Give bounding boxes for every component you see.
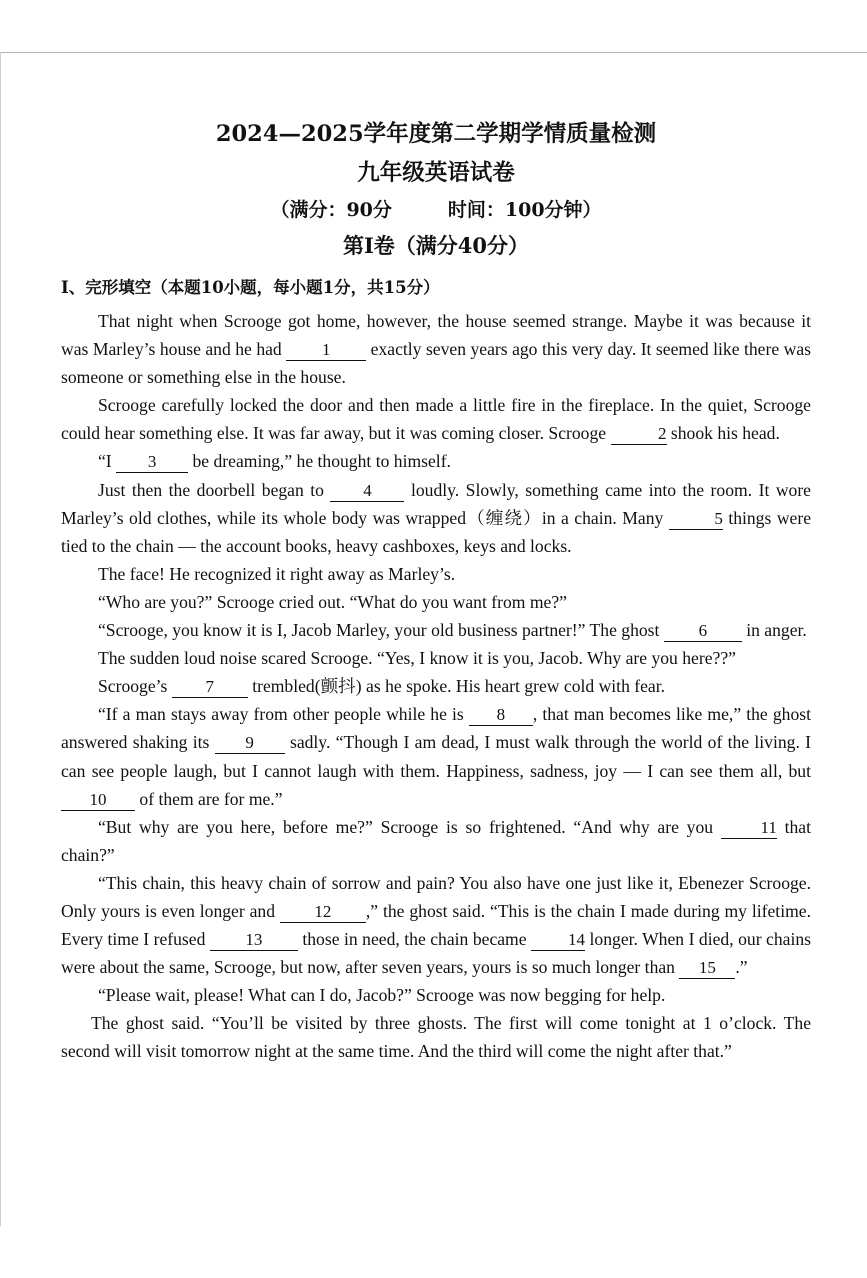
exam-page [0, 52, 867, 1226]
paragraph-text: That night when Scrooge got home, however, the house seemed strange. Maybe it was because it was Marley’s house and he had [61, 311, 811, 360]
paragraph-text: “But why are you here, before me?” Scrooge is so frightened. “And why are you [98, 816, 721, 837]
paragraph: “Who are you?” Scrooge cried out. “What do you want from me?” [98, 591, 567, 612]
paragraph-text: “I [98, 451, 117, 472]
score-info: （满分：90分 [270, 199, 392, 221]
paragraph-text: be dreaming,” he thought to himself. [188, 451, 451, 472]
paragraph-text: ,” the ghost said. “This is the chain I made during my lifetime. Every time I refused [61, 900, 811, 950]
blank-14: 14 [531, 930, 585, 951]
blank-4: 4 [330, 481, 404, 502]
paragraph-text: shook his head. [666, 423, 780, 444]
blank-3: 3 [116, 452, 188, 473]
paragraph-text: longer. When I died, our chains were about the same, Scrooge, but now, after seven years, yours is so much longer than [61, 929, 811, 978]
paragraph-text: those in need, the chain became [297, 929, 532, 950]
blank-1: 1 [286, 340, 366, 361]
paragraph-text: , that man becomes like me,” the ghost answered shaking its [61, 704, 811, 753]
blank-10: 10 [61, 790, 135, 811]
paragraph-text: of them are for me.” [135, 788, 283, 809]
exam-title: 2024—2025学年度第二学期学情质量检测 [215, 121, 657, 147]
paragraph [61, 447, 811, 475]
exam-meta [61, 195, 811, 225]
paragraph-text: trembled(颤抖) as he spoke. His heart grew cold with fear. [247, 676, 666, 697]
paragraph-text: .” [735, 957, 748, 978]
paragraph [61, 813, 811, 869]
cloze-passage [61, 307, 811, 1066]
paragraph: The ghost said. “You’ll be visited by three ghosts. The first will come tonight at 1 o’clock. The second will visit tomorrow night at the same time. And the third will come the night after that.” [61, 1013, 811, 1062]
exam-subtitle: 九年级英语试卷 [357, 160, 515, 186]
paragraph [61, 700, 811, 812]
paragraph-text: that chain?” [61, 816, 812, 865]
paragraph-text: Scrooge carefully locked the door and then made a little fire in the fireplace. In the quiet, Scrooge could hear something else. It was far away, but it was coming closer. Scrooge [61, 395, 811, 444]
blank-12: 12 [280, 902, 366, 923]
part-title: 第Ⅰ卷（满分40分） [342, 233, 530, 258]
paragraph-text: in anger. [741, 620, 807, 641]
paragraph-text: things were tied to the chain — the account books, heavy cashboxes, keys and locks. [61, 507, 812, 556]
paragraph-text: loudly. Slowly, something came into the room. It wore Marley’s old clothes, while its whole body was wrapped（缠绕）in a chain. Many [61, 479, 811, 528]
section-heading: I、完形填空（本题10小题，每小题1分，共15分） [61, 278, 440, 297]
blank-15: 15 [679, 958, 735, 979]
paragraph-text: “This chain, this heavy chain of sorrow and pain? You also have one just like it, Ebenezer Scrooge. Only yours is even longer and [61, 872, 811, 921]
paragraph [61, 672, 811, 700]
paragraph-text: “Scrooge, you know it is I, Jacob Marley, your old business partner!” The ghost [98, 620, 664, 641]
paragraph-text: Scrooge’s [98, 676, 172, 697]
blank-6: 6 [664, 621, 742, 642]
paragraph: “Please wait, please! What can I do, Jacob?” Scrooge was now begging for help. [98, 985, 666, 1006]
paragraph [61, 307, 811, 391]
paragraph-text: “If a man stays away from other people while he is [98, 704, 469, 725]
blank-9: 9 [215, 733, 285, 754]
paragraph [61, 616, 811, 644]
blank-5: 5 [669, 509, 723, 530]
paragraph-text: Just then the doorbell began to [98, 479, 331, 500]
blank-7: 7 [172, 677, 248, 698]
blank-8: 8 [469, 705, 533, 726]
blank-2: 2 [611, 424, 667, 445]
paragraph [61, 476, 811, 560]
paragraph: The sudden loud noise scared Scrooge. “Yes, I know it is you, Jacob. Why are you here??” [98, 648, 736, 669]
paragraph-text: sadly. “Though I am dead, I must walk through the world of the living. I can see people laugh, but I cannot laugh with them. Happiness, sadness, joy — I can see them all, but [61, 732, 811, 781]
time-info: 时间：100分钟） [447, 199, 602, 221]
paragraph [61, 391, 811, 447]
blank-11: 11 [721, 818, 777, 839]
paragraph [61, 869, 811, 981]
blank-13: 13 [210, 930, 298, 951]
paragraph-text: exactly seven years ago this very day. It seemed like there was someone or something else in the house. [61, 339, 811, 388]
paragraph: The face! He recognized it right away as Marley’s. [98, 563, 456, 584]
